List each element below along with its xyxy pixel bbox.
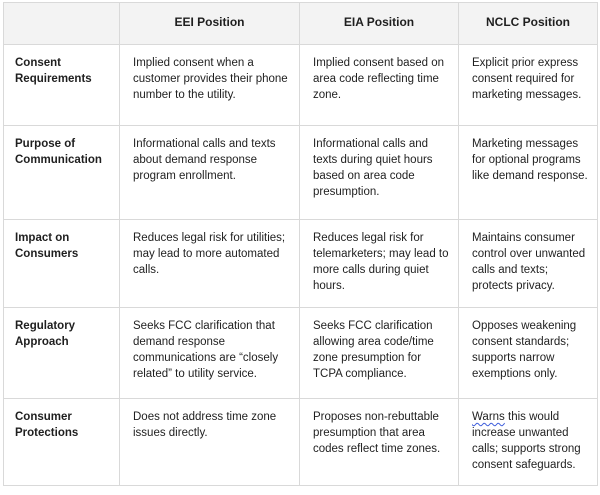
row-header-cell <box>4 399 120 486</box>
comparison-table <box>3 2 598 486</box>
header-eia <box>300 3 459 45</box>
eei-cell <box>120 399 300 486</box>
cell-text: Implied consent based on area code reflecting time zone. <box>313 57 445 101</box>
cell-text: Proposes non-rebuttable presumption that area codes reflect time zones. <box>313 411 441 455</box>
nclc-cell <box>459 126 598 220</box>
row-label: Consent Requirements <box>15 57 92 85</box>
cell-text: Seeks FCC clarification allowing area code/time zone presumption for TCPA compliance. <box>313 320 434 380</box>
eia-cell <box>300 220 459 308</box>
table-row <box>4 399 598 486</box>
eei-cell <box>120 45 300 126</box>
cell-text: Marketing messages for optional programs like demand response. <box>472 138 588 182</box>
header-eei <box>120 3 300 45</box>
header-nclc-label: NCLC Position <box>486 15 570 29</box>
header-empty-label <box>4 3 119 15</box>
row-label: Consumer Protections <box>15 411 79 439</box>
eei-cell <box>120 126 300 220</box>
cell-text: Reduces legal risk for telemarketers; may lead to more calls during quiet hours. <box>313 232 449 292</box>
row-header-cell <box>4 308 120 399</box>
table-row <box>4 45 598 126</box>
table-row <box>4 220 598 308</box>
eia-cell <box>300 399 459 486</box>
row-label: Impact on Consumers <box>15 232 79 260</box>
row-label: Regulatory Approach <box>15 320 76 348</box>
header-eia-label: EIA Position <box>343 15 415 29</box>
cell-text: Informational calls and texts during quiet hours based on area code presumption. <box>313 138 433 198</box>
cell-text: Implied consent when a customer provides their phone number to the utility. <box>133 57 288 101</box>
table-row <box>4 308 598 399</box>
header-nclc <box>459 3 598 45</box>
eia-cell <box>300 308 459 399</box>
cell-text-container <box>459 399 597 473</box>
cell-text: Maintains consumer control over unwanted calls and texts; protects privacy. <box>472 232 586 292</box>
eei-cell <box>120 220 300 308</box>
cell-text: Informational calls and texts about demand response program enrollment. <box>133 138 276 182</box>
nclc-cell <box>459 308 598 399</box>
eia-cell <box>300 45 459 126</box>
cell-text: Seeks FCC clarification that demand response communications are “closely related” to utility service. <box>133 320 279 380</box>
cell-text: Does not address time zone issues directly. <box>133 411 277 439</box>
header-eei-label: EEI Position <box>174 15 245 29</box>
cell-text: Explicit prior express consent required for marketing messages. <box>472 57 582 101</box>
cell-text: Opposes weakening consent standards; supports narrow exemptions only. <box>472 320 577 380</box>
row-header-cell <box>4 220 120 308</box>
header-empty-cell <box>4 3 120 45</box>
eei-cell <box>120 308 300 399</box>
eia-cell <box>300 126 459 220</box>
spellcheck-flagged-word[interactable]: Warns <box>472 411 505 423</box>
row-header-cell <box>4 126 120 220</box>
cell-text: Reduces legal risk for utilities; may lead to more automated calls. <box>133 232 286 276</box>
nclc-cell <box>459 220 598 308</box>
row-header-cell <box>4 45 120 126</box>
cell-text: this would increase unwanted calls; supports strong consent safeguards. <box>472 411 581 471</box>
nclc-cell <box>459 399 598 486</box>
table-row <box>4 126 598 220</box>
row-label: Purpose of Communication <box>15 138 102 166</box>
nclc-cell <box>459 45 598 126</box>
table-header-row <box>4 3 598 45</box>
